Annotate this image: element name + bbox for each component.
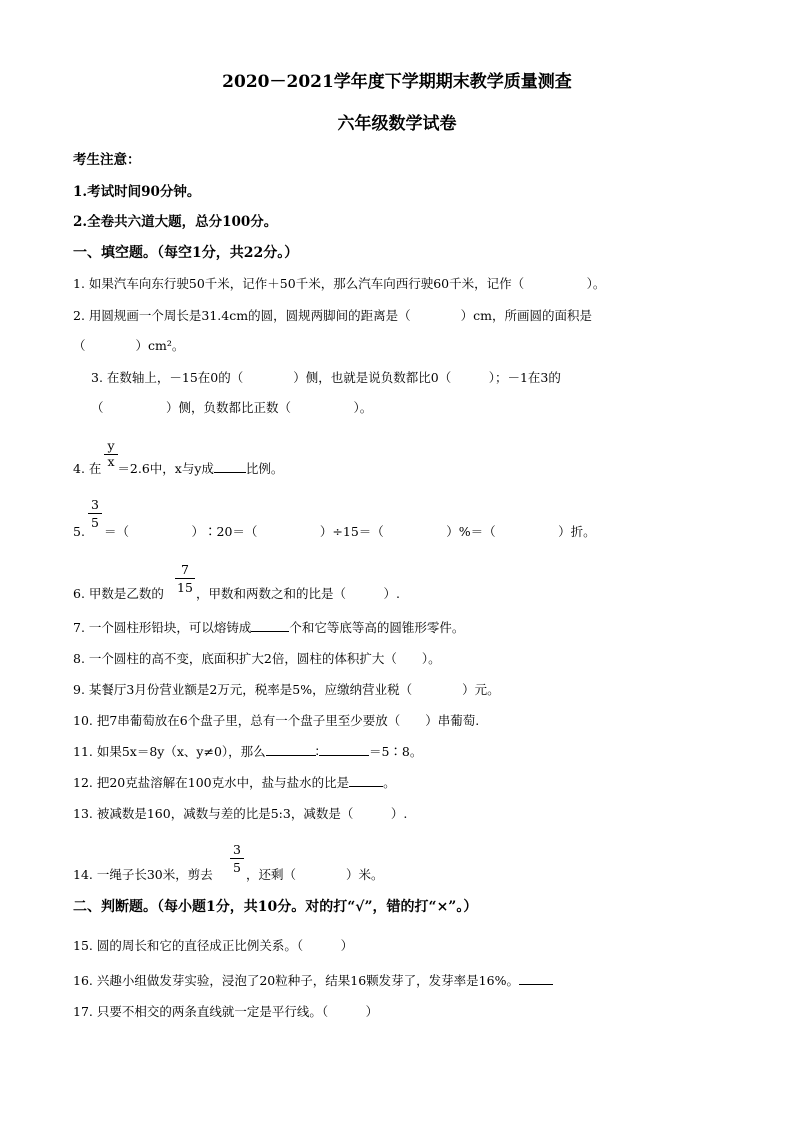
question-15: 15. 圆的周长和它的直径成正比例关系。（ ）	[73, 938, 354, 953]
question-4-prefix: 4. 在	[73, 461, 102, 476]
question-8: 8. 一个圆柱的高不变，底面积扩大2倍，圆柱的体积扩大（ ）。	[73, 651, 441, 666]
question-1: 1. 如果汽车向东行驶50千米，记作＋50千米，那么汽车向西行驶60千米，记作（ ）。	[73, 276, 606, 291]
question-7-prefix: 7. 一个圆柱形铅块，可以熔铸成	[73, 620, 252, 635]
question-7-suffix: 个和它等底等高的圆锥形零件。	[289, 620, 465, 635]
title-line-1: 2020－2021学年度下学期期末教学质量测查	[222, 72, 572, 92]
question-7	[73, 620, 464, 636]
question-9: 9. 某餐厅3月份营业额是2万元，税率是5%，应缴纳营业税（ ）元。	[73, 682, 500, 697]
question-6-fraction	[175, 561, 195, 596]
question-13: 13. 被减数是160，减数与差的比是5:3，减数是（ ）.	[73, 806, 408, 821]
question-10: 10. 把7串葡萄放在6个盘子里，总有一个盘子里至少要放（ ）串葡萄.	[73, 713, 480, 728]
question-5-denominator: 5	[91, 515, 99, 530]
notice-item-2: 2.全卷共六道大题，总分100分。	[73, 214, 278, 230]
question-6-denominator: 15	[177, 580, 193, 595]
question-3-line-1: 3. 在数轴上，－15在0的（ ）侧，也就是说负数都比0（ ）；－1在3的	[91, 370, 561, 385]
section-2-heading: 二、判断题。（每小题1分，共10分。对的打“√”，错的打“×”。）	[73, 899, 478, 915]
question-14-suffix: ，还剩（ ）米。	[246, 867, 384, 882]
question-7-blank[interactable]	[251, 631, 289, 632]
question-6-numerator: 7	[181, 562, 189, 577]
question-12	[73, 775, 396, 791]
question-14-prefix: 14. 一绳子长30米，剪去	[73, 867, 213, 882]
question-2-line-1: 2. 用圆规画一个周长是31.4cm的圆，圆规两脚间的距离是（ ）cm，所画圆的面积是	[73, 308, 592, 323]
question-16-prefix: 16. 兴趣小组做发芽实验，浸泡了20粒种子，结果16颗发芽了，发芽率是16%。	[73, 973, 519, 988]
question-4-numerator: y	[107, 438, 115, 453]
notice-heading: 考生注意：	[73, 152, 141, 168]
question-12-blank[interactable]	[349, 786, 383, 787]
question-14-denominator: 5	[233, 860, 241, 875]
question-11	[73, 744, 422, 760]
question-5-numerator: 3	[91, 497, 99, 512]
title-line-2: 六年级数学试卷	[337, 114, 457, 134]
question-4-end: 比例。	[245, 461, 284, 476]
question-5-prefix: 5.	[73, 524, 85, 539]
question-2-line-2: （ ）cm²。	[73, 338, 185, 353]
question-14-numerator: 3	[233, 842, 241, 857]
question-11-blank-2[interactable]	[319, 755, 369, 756]
question-11-suffix: ＝5∶8。	[368, 744, 423, 759]
question-6-prefix: 6. 甲数是乙数的	[73, 586, 164, 601]
question-4-blank[interactable]	[214, 472, 246, 473]
question-16-blank[interactable]	[519, 984, 553, 985]
question-5-text: ＝（ ）∶20＝（ ）÷15＝（ ）%＝（ ）折。	[104, 524, 596, 539]
question-11-blank-1[interactable]	[266, 755, 316, 756]
question-14-fraction	[230, 841, 244, 876]
section-1-heading: 一、填空题。（每空1分，共22分。）	[73, 245, 299, 261]
question-16	[73, 973, 553, 989]
notice-item-1: 1.考试时间90分钟。	[73, 184, 201, 200]
question-17: 17. 只要不相交的两条直线就一定是平行线。（ ）	[73, 1004, 379, 1019]
question-4-denominator: x	[107, 454, 115, 469]
question-4-fraction	[104, 437, 118, 470]
question-5-fraction	[88, 496, 102, 531]
question-6-suffix: ，甲数和两数之和的比是（ ）.	[196, 586, 400, 601]
question-12-prefix: 12. 把20克盐溶解在100克水中，盐与盐水的比是	[73, 775, 350, 790]
question-11-colon: ∶	[315, 744, 319, 759]
question-4-suffix: ＝2.6中，x与y成	[117, 461, 214, 476]
question-11-prefix: 11. 如果5x＝8y（x、y≠0），那么	[73, 744, 266, 759]
question-3-line-2: （ ）侧，负数都比正数（ ）。	[91, 400, 373, 415]
question-12-suffix: 。	[383, 775, 396, 790]
